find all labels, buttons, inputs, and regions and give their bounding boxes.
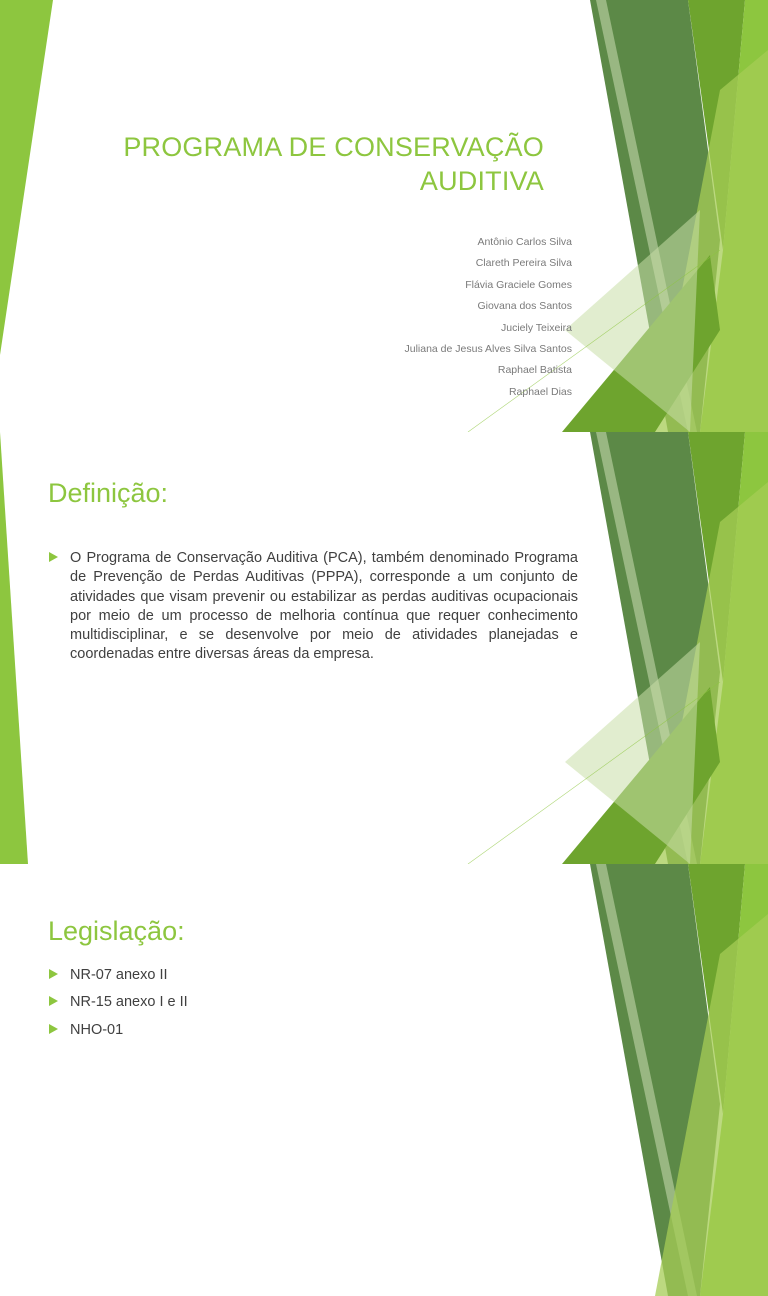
presentation-title: PROGRAMA DE CONSERVAÇÃO AUDITIVA — [123, 132, 544, 196]
slide-3-legislacao[interactable] — [0, 864, 768, 1296]
slide-1-title[interactable] — [0, 0, 768, 432]
slide-heading: Legislação: — [48, 916, 185, 946]
bullet-text: O Programa de Conservação Auditiva (PCA), também denominado Programa de Prevenção de Perdas Auditivas (PPPA), corresponde a um conjunto de atividades que visam prevenir ou estabilizar as perdas auditivas ocupacionais por meio de um processo de melhoria contínua que requer conhecimento multidisciplinar, e se desenvolve por meio de atividades planejadas e coordenadas entre diversas áreas da empresa. — [70, 550, 578, 663]
author-name: Clareth Pereira Silva — [475, 257, 572, 270]
bullet-item — [48, 966, 578, 985]
slide-heading: Definição: — [48, 478, 169, 508]
bullet-arrow-icon — [49, 1024, 58, 1034]
author-list — [212, 232, 572, 403]
bullet-text: NHO-01 — [70, 1021, 124, 1038]
bullet-item — [48, 1021, 578, 1040]
bullet-list — [48, 966, 578, 1040]
bullet-arrow-icon — [49, 969, 58, 979]
bullet-arrow-icon — [49, 552, 58, 562]
author-name: Giovana dos Santos — [477, 300, 572, 313]
author-name: Flávia Graciele Gomes — [465, 278, 572, 291]
bullet-item — [48, 993, 578, 1012]
slide-2-definicao[interactable] — [0, 432, 768, 864]
bullet-text: NR-15 anexo I e II — [70, 994, 188, 1011]
author-name: Juliana de Jesus Alves Silva Santos — [404, 343, 572, 356]
bullet-arrow-icon — [49, 996, 58, 1006]
author-name: Antônio Carlos Silva — [477, 236, 572, 248]
bullet-item — [48, 549, 578, 665]
author-name: Raphael Batista — [497, 364, 572, 377]
author-name: Raphael Dias — [508, 385, 572, 398]
bullet-text: NR-07 anexo II — [70, 967, 168, 983]
bullet-list — [48, 549, 578, 665]
author-name: Juciely Teixeira — [500, 321, 572, 334]
